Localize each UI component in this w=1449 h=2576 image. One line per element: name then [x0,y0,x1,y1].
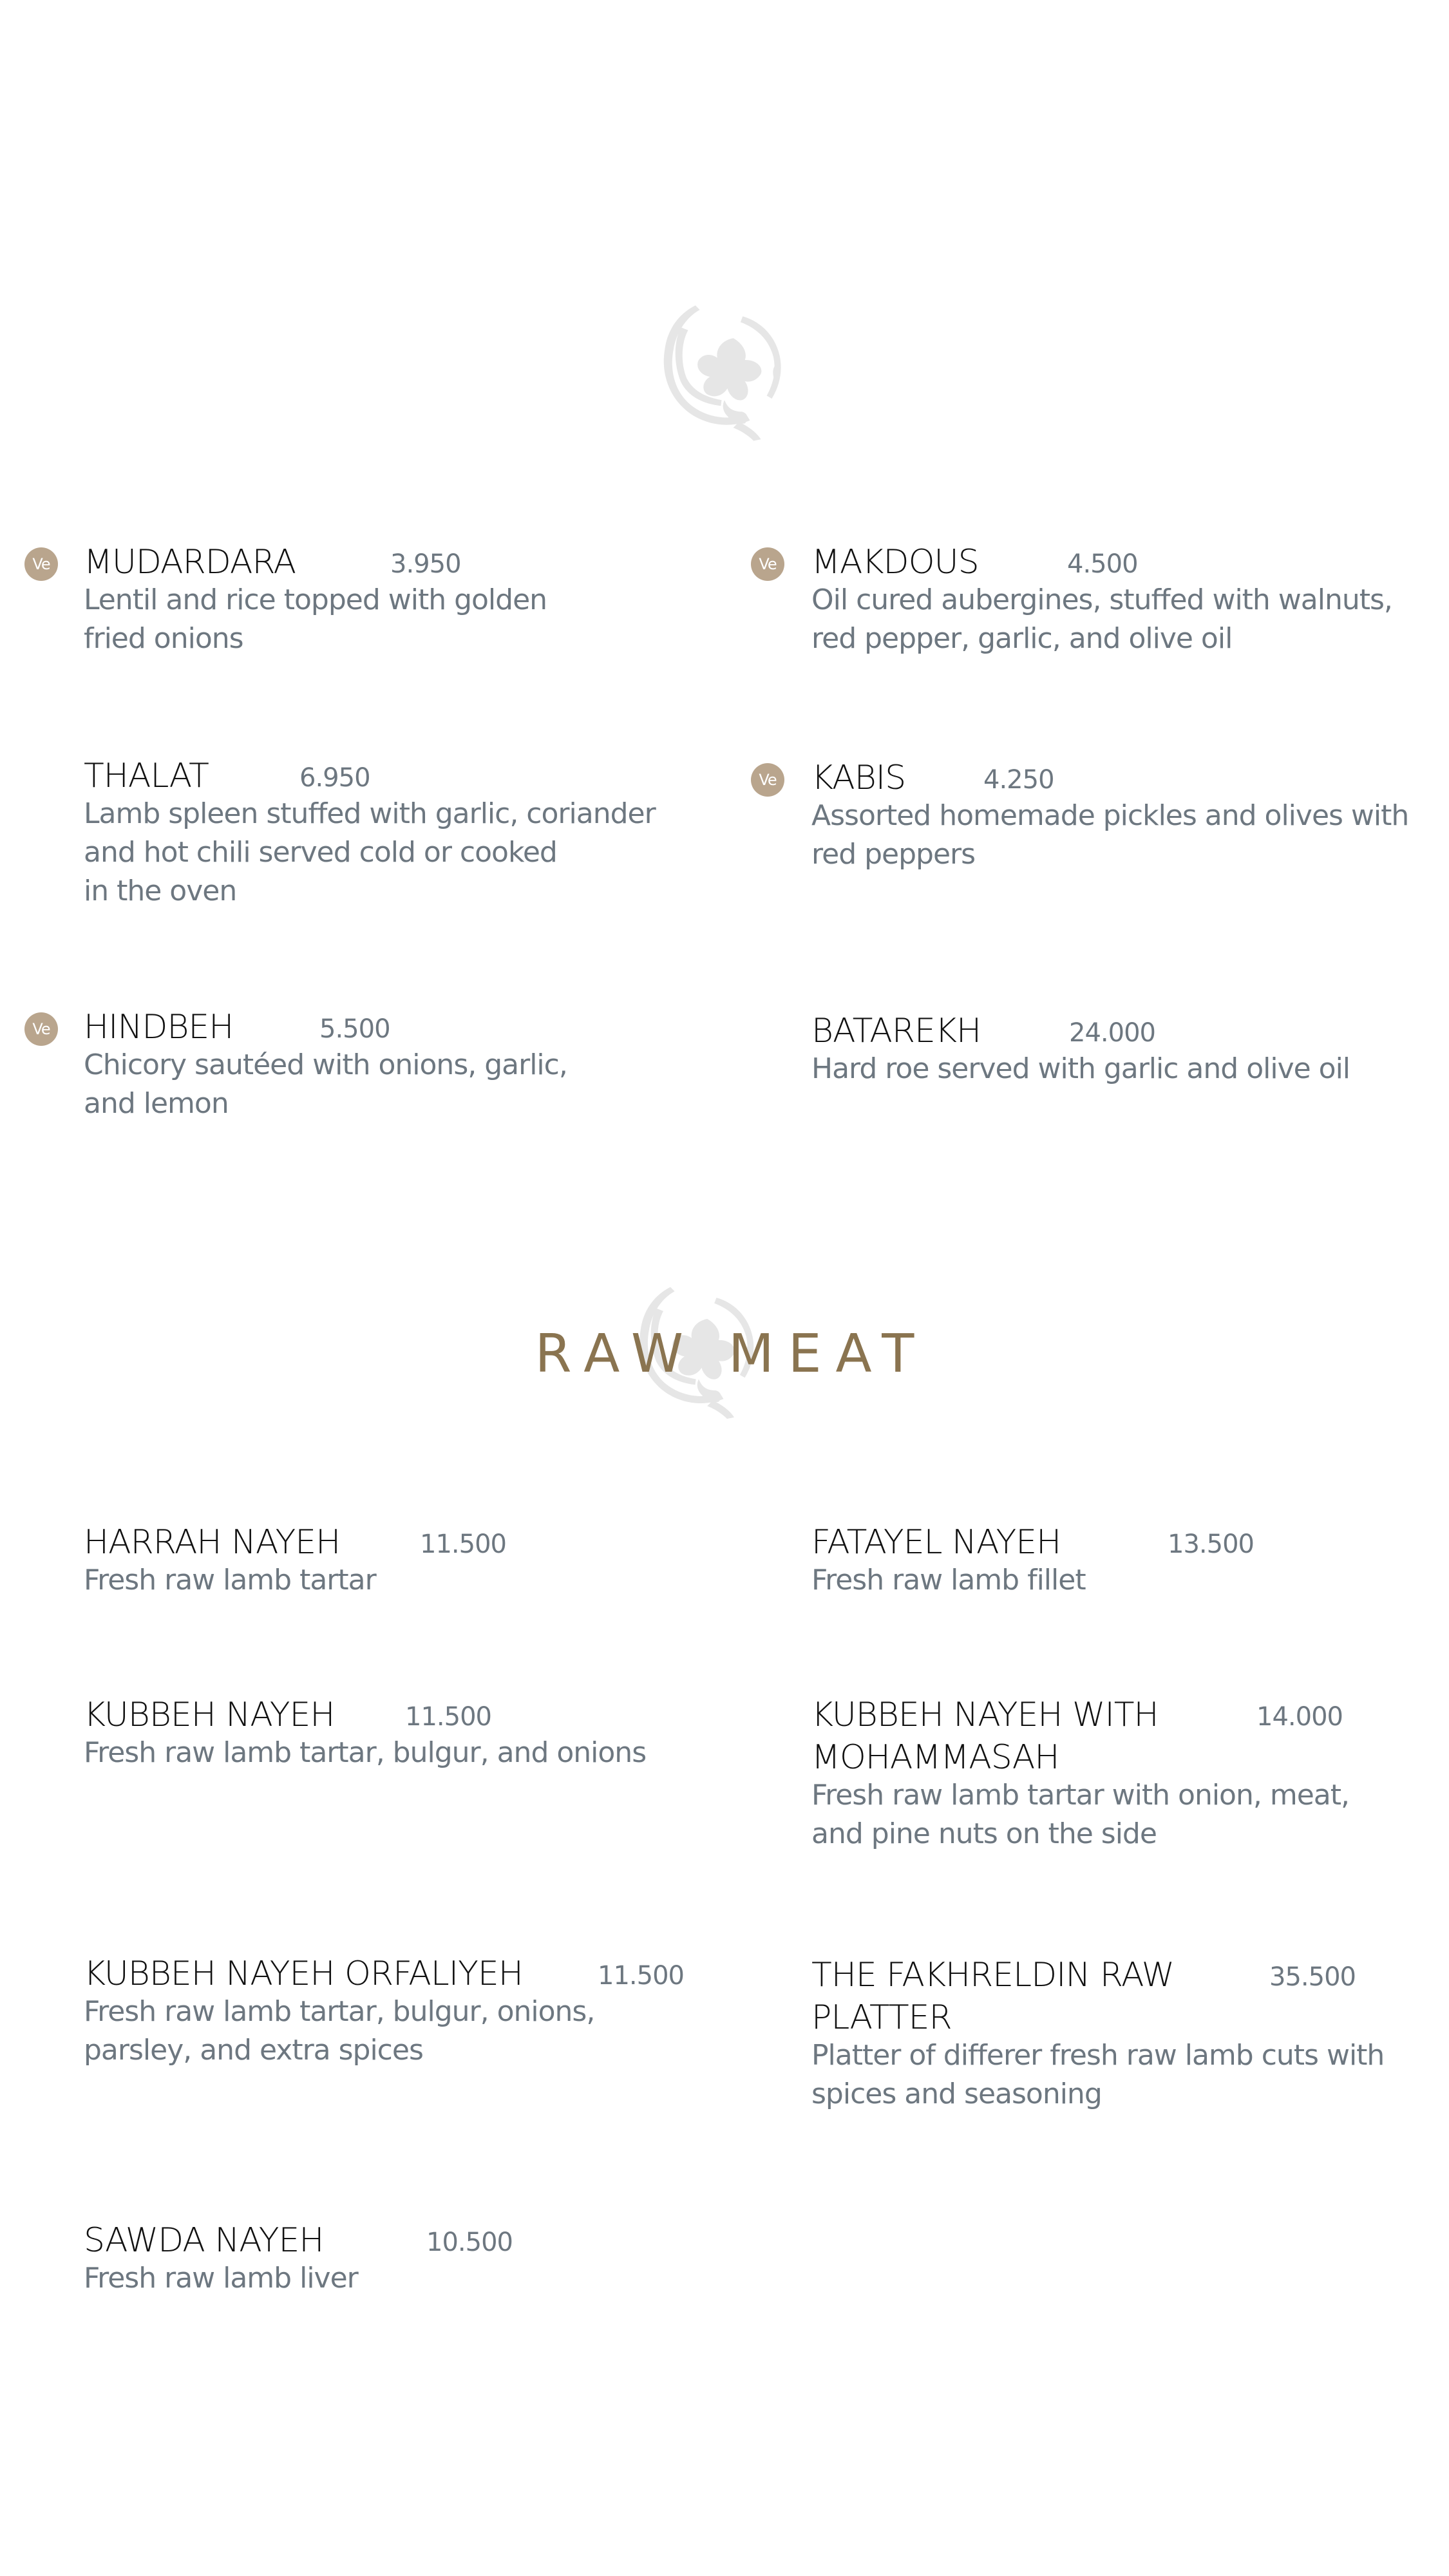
item-price: 3.950 [390,549,461,579]
item-description: Fresh raw lamb fillet [811,1564,1086,1596]
item-name: BATAREKH [811,1012,981,1050]
item-name: FATAYEL NAYEH [811,1523,1061,1562]
item-name: THALAT [84,757,209,795]
item-price: 5.500 [319,1014,390,1044]
item-name: KUBBEH NAYEH WITH MOHAMMASAH [811,1696,1159,1777]
menu-item-kabis [759,757,1430,886]
item-price: 4.500 [1067,549,1138,579]
item-name: MUDARDARA [84,543,296,582]
item-description: Lentil and rice topped with golden fried onions [84,583,547,655]
item-price: 14.000 [1256,1702,1343,1732]
menu-item-harrah-nayeh [84,1521,702,1611]
item-price: 11.500 [405,1702,491,1732]
item-description: Fresh raw lamb tartar [84,1564,376,1596]
item-description: Hard roe served with garlic and olive oil [811,1052,1350,1085]
item-name: HARRAH NAYEH [84,1523,341,1562]
item-name: THE FAKHRELDIN RAW PLATTER [811,1956,1175,2037]
menu-item-kubbeh-nayeh [84,1694,702,1784]
menu-item-fatayel-nayeh [811,1521,1430,1611]
item-price: 6.950 [299,763,370,793]
menu-item-kubbeh-nayeh-with-mohammasah [811,1694,1430,1861]
item-description: Oil cured aubergines, stuffed with walnuts, red pepper, garlic, and olive oil [811,583,1392,655]
section-title-raw-meat: RAW MEAT [535,1323,929,1385]
item-price: 11.500 [420,1530,506,1559]
item-name: KABIS [811,759,906,797]
item-description: Platter of differer fresh raw lamb cuts with spices and seasoning [811,2039,1385,2110]
item-description: Fresh raw lamb tartar, bulgur, onions, parsley, and extra spices [84,1995,595,2067]
item-price: 13.500 [1168,1530,1254,1559]
item-price: 4.250 [983,765,1054,795]
item-description: Chicory sautéed with onions, garlic, and lemon [84,1048,567,1120]
menu-item-batarekh [811,1010,1430,1100]
item-price: 10.500 [426,2228,513,2257]
item-price: 24.000 [1069,1018,1155,1048]
menu-item-hindbeh [32,1006,702,1135]
item-name: SAWDA NAYEH [84,2221,324,2260]
vegan-badge-icon: Ve [24,547,58,581]
item-price: 11.500 [598,1961,684,1991]
vegan-badge-icon: Ve [24,1012,58,1046]
item-description: Lamb spleen stuffed with garlic, coriander and hot chili served cold or cooked in the oven [84,797,656,907]
menu-item-sawda-nayeh [84,2219,702,2309]
menu-item-makdous [759,541,1430,670]
item-description: Fresh raw lamb liver [84,2262,358,2295]
menu-item-mudardara [32,541,702,670]
item-name: MAKDOUS [811,543,979,582]
item-name: KUBBEH NAYEH [84,1696,335,1734]
menu-item-thalat [84,755,702,922]
vegan-badge-icon: Ve [751,547,784,581]
item-description: Assorted homemade pickles and olives with red peppers [811,799,1409,871]
item-description: Fresh raw lamb tartar, bulgur, and onions [84,1736,647,1769]
vegan-badge-icon: Ve [751,763,784,797]
item-name: KUBBEH NAYEH ORFALIYEH [84,1955,523,1993]
item-price: 35.500 [1269,1962,1356,1992]
flower-emblem-icon [652,298,797,444]
item-description: Fresh raw lamb tartar with onion, meat, and pine nuts on the side [811,1779,1349,1850]
item-name: HINDBEH [84,1008,234,1046]
menu-item-kubbeh-nayeh-orfaliyeh [84,1953,715,2081]
menu-item-fakhreldin-raw-platter [811,1954,1430,2121]
